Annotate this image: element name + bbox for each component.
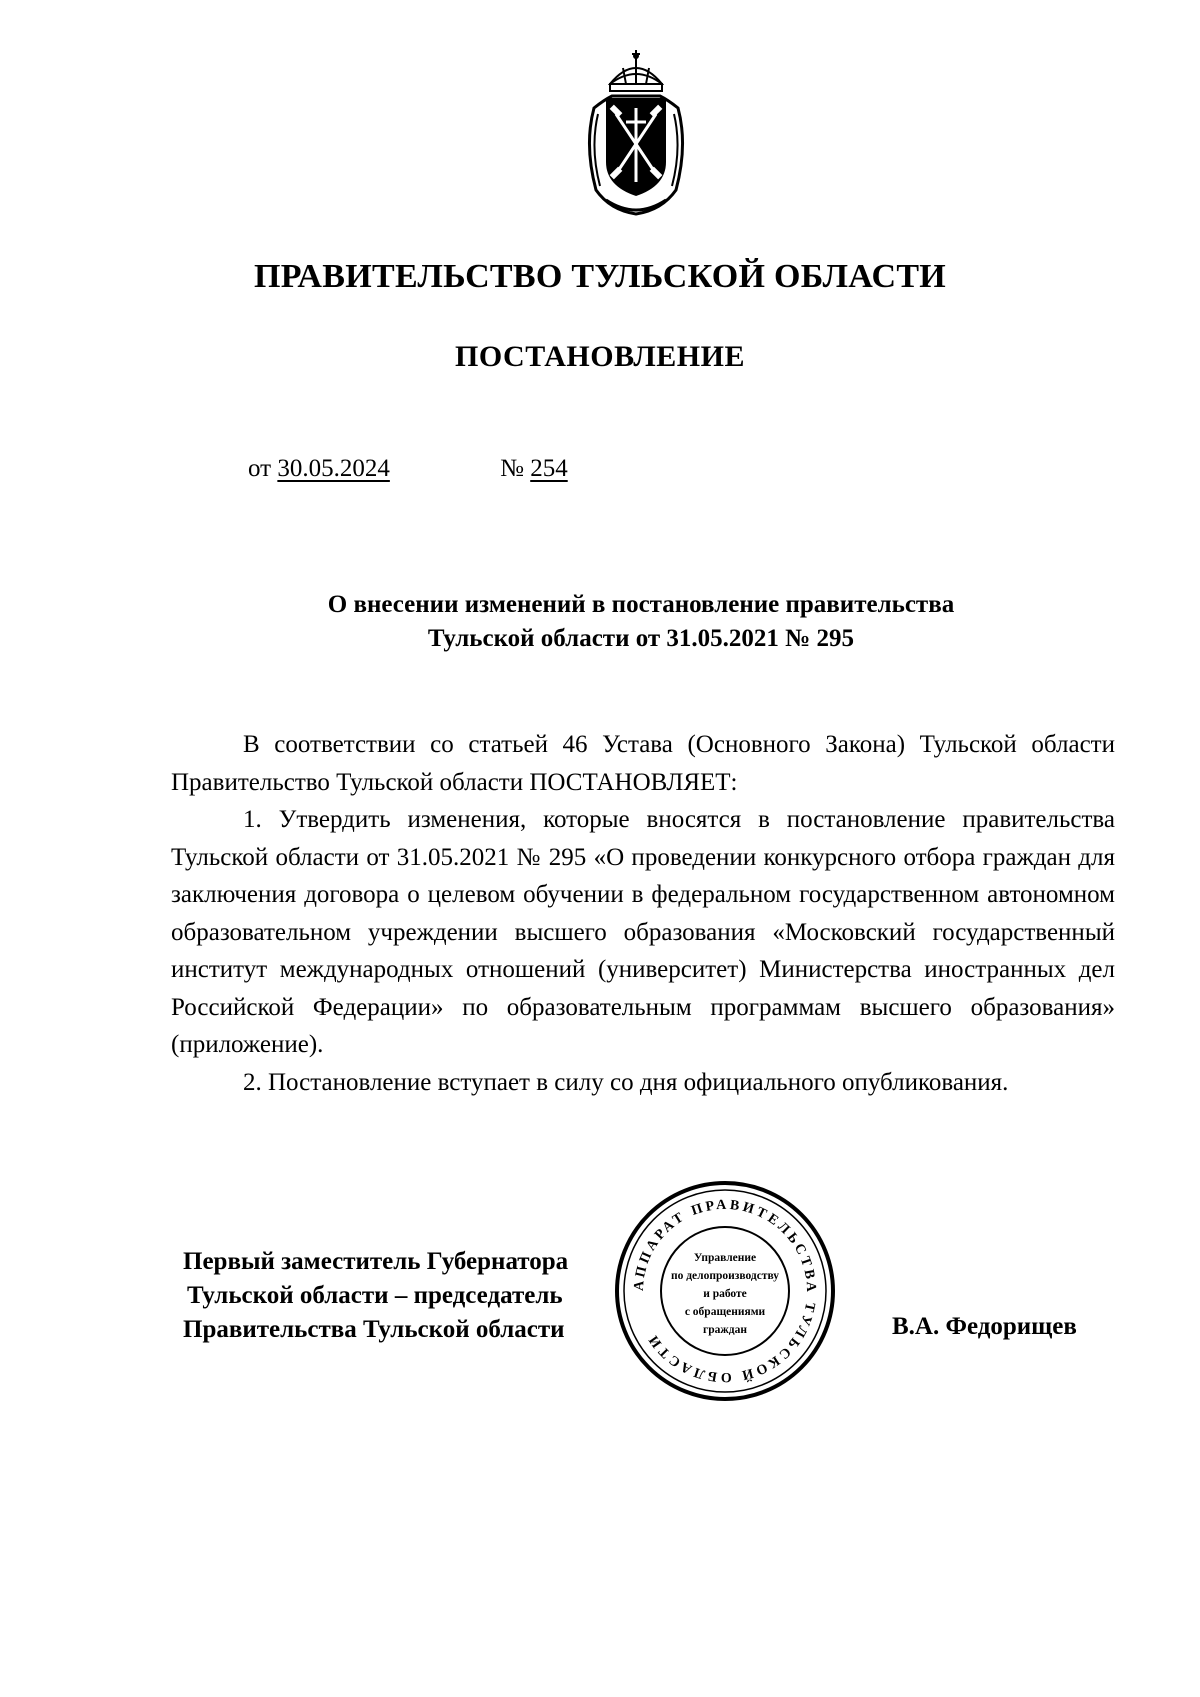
stamp-center-line-1: Управление [693, 1252, 757, 1264]
signatory-title [183, 1245, 568, 1347]
date-number-line [248, 455, 568, 483]
paragraph-item-2: 2. Постановление вступает в силу со дня официального опубликования. [243, 1068, 1009, 1096]
paragraph-item-1: 1. Утвердить изменения, которые вносятся в постановление правительства Тульской области от 31.05.2021 № 295 «О проведении конкурсного отбора граждан для заключения договора о целевом обучении в федеральном государственном автономном образовательном учреждении высшего образования «Московский государственный институт международных отношений (университет) Министерства иностранных дел Российской Федерации» по образовательным программам высшего образования» (приложение). [171, 806, 1115, 1058]
subject-line-1: О внесении изменений в постановление правительства [327, 591, 955, 618]
signatory-name: В.А. Федорищев [892, 1313, 1077, 1340]
stamp-center-line-4: с обращениями [684, 1306, 766, 1318]
paragraph-preamble: В соответствии со статьей 46 Устава (Основного Закона) Тульской области Правительство Тульской области ПОСТАНОВЛЯЕТ: [171, 731, 1115, 796]
official-stamp [612, 1178, 838, 1404]
subject-line-2: Тульской области от 31.05.2021 № 295 [427, 625, 855, 652]
document-date: 30.05.2024 [277, 455, 390, 482]
signatory-title-line-1: Первый заместитель Губернатора [183, 1248, 569, 1275]
signatory-title-line-3: Правительства Тульской области [183, 1316, 565, 1343]
stamp-center-line-5: граждан [703, 1324, 747, 1336]
signatory-title-line-2: Тульской области – председатель [187, 1282, 563, 1309]
stamp-center-line-3: и работе [703, 1288, 747, 1300]
document-number: 254 [530, 455, 568, 482]
stamp-ring-text: АППАРАТ ПРАВИТЕЛЬСТВА ТУЛЬСКОЙ ОБЛАСТИ [631, 1197, 819, 1385]
government-title: ПРАВИТЕЛЬСТВО ТУЛЬСКОЙ ОБЛАСТИ [253, 258, 947, 295]
number-prefix: № [500, 455, 524, 482]
stamp-center-line-2: по делопроизводству [670, 1270, 780, 1282]
document-body [171, 726, 1115, 1101]
document-type: ПОСТАНОВЛЕНИЕ [455, 340, 745, 373]
document-subject [280, 588, 1002, 656]
tula-coat-of-arms-icon [580, 50, 692, 218]
date-prefix: от [248, 455, 272, 482]
